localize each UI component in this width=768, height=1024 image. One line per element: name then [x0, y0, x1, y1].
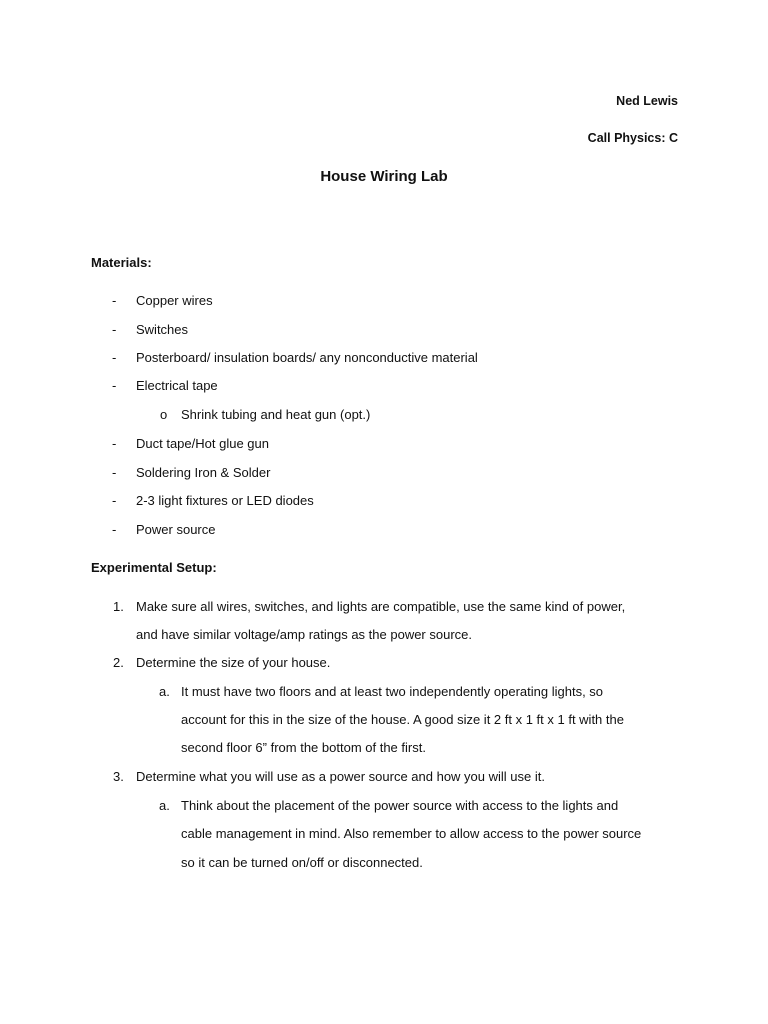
step-line: Determine the size of your house. [136, 655, 331, 670]
list-bullet: - [112, 350, 117, 365]
materials-heading: Materials: [91, 255, 152, 270]
substep-letter: a. [159, 684, 170, 699]
substep-line: It must have two floors and at least two independently operating lights, so [181, 684, 604, 699]
substep-letter: a. [159, 798, 170, 813]
substep-line: account for this in the size of the house. A good size it 2 ft x 1 ft x 1 ft with the [181, 712, 624, 727]
step-number: 1. [113, 599, 124, 614]
step-line: Determine what you will use as a power source and how you will use it. [136, 769, 545, 784]
substep-line: second floor 6” from the bottom of the first. [181, 740, 426, 755]
substep-line: Think about the placement of the power source with access to the lights and [181, 798, 619, 813]
substep-line: so it can be turned on/off or disconnected. [181, 855, 423, 870]
list-item: Electrical tape [136, 378, 218, 393]
list-item: Posterboard/ insulation boards/ any nonconductive material [136, 350, 478, 365]
list-item: Soldering Iron & Solder [136, 465, 271, 480]
step-line: and have similar voltage/amp ratings as the power source. [136, 627, 473, 642]
step-number: 2. [113, 655, 124, 670]
substep-line: cable management in mind. Also remember to allow access to the power source [181, 826, 642, 841]
sub-list-bullet: o [160, 407, 168, 422]
document-title: House Wiring Lab [320, 168, 448, 185]
class-name: Call Physics: C [587, 131, 678, 145]
list-item: 2-3 light fixtures or LED diodes [136, 493, 314, 508]
step-line: Make sure all wires, switches, and lights are compatible, use the same kind of power, [136, 599, 626, 614]
sub-list-item: Shrink tubing and heat gun (opt.) [181, 407, 371, 422]
author-name: Ned Lewis [616, 94, 678, 108]
list-bullet: - [112, 465, 117, 480]
list-item: Switches [136, 322, 189, 337]
step-number: 3. [113, 769, 124, 784]
list-item: Copper wires [136, 293, 213, 308]
list-bullet: - [112, 293, 117, 308]
list-item: Duct tape/Hot glue gun [136, 436, 269, 451]
list-item: Power source [136, 522, 216, 537]
list-bullet: - [112, 436, 117, 451]
setup-heading: Experimental Setup: [91, 560, 217, 575]
list-bullet: - [112, 493, 117, 508]
list-bullet: - [112, 378, 117, 393]
list-bullet: - [112, 522, 117, 537]
list-bullet: - [112, 322, 117, 337]
